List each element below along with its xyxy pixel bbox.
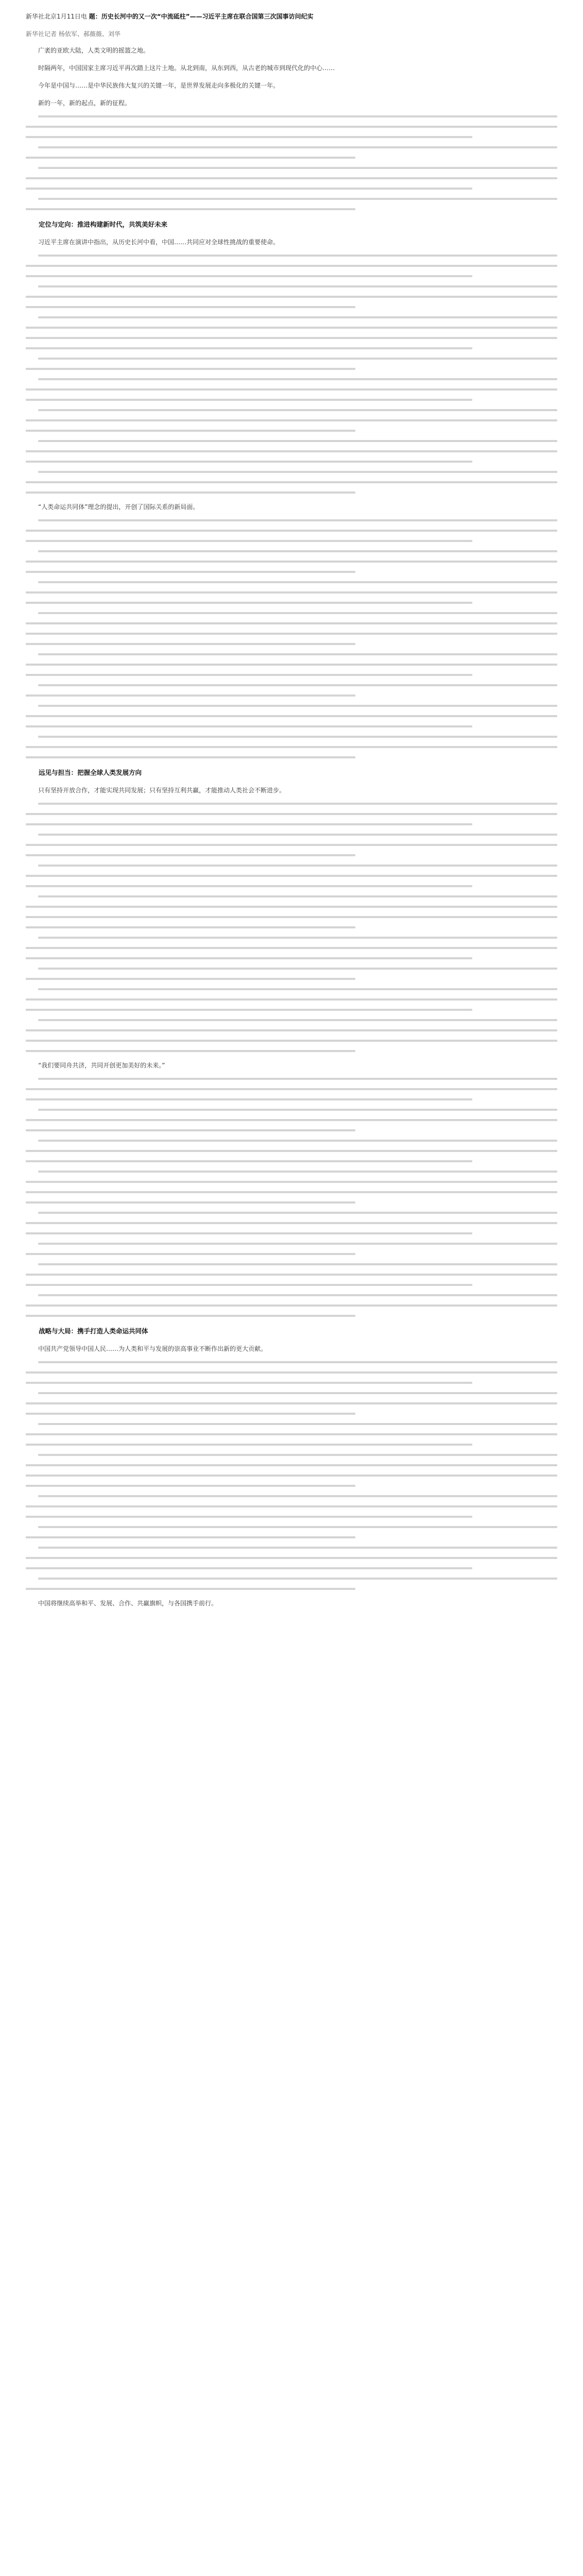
body-text-block	[26, 255, 557, 494]
text-line	[26, 327, 557, 329]
text-line	[38, 440, 557, 442]
text-line	[38, 1243, 557, 1245]
text-line	[38, 146, 557, 148]
text-line	[26, 540, 472, 542]
text-line	[26, 337, 557, 339]
text-line	[38, 895, 557, 897]
paragraph: 广袤的亚欧大陆，人类文明的摇篮之地。	[38, 47, 150, 54]
text-line	[38, 684, 557, 686]
text-line	[26, 561, 557, 563]
text-line	[26, 136, 472, 138]
text-line	[26, 1402, 557, 1404]
body-text-block	[26, 803, 557, 1052]
text-line	[26, 844, 557, 846]
text-line	[26, 368, 355, 370]
article-lead	[26, 11, 557, 22]
text-line	[38, 1109, 557, 1111]
text-line	[26, 1191, 557, 1193]
text-line	[26, 622, 557, 624]
text-line	[26, 1567, 472, 1569]
text-line	[26, 1040, 557, 1042]
text-line	[26, 813, 557, 815]
text-line	[26, 926, 355, 928]
text-line	[26, 492, 355, 494]
text-line	[26, 1129, 355, 1131]
text-line	[26, 1315, 355, 1317]
text-line	[26, 1181, 557, 1183]
text-line	[38, 1578, 557, 1580]
text-line	[26, 1253, 355, 1255]
text-line	[26, 1505, 557, 1507]
text-line	[26, 875, 557, 877]
text-line	[38, 1423, 557, 1425]
text-line	[26, 1557, 557, 1559]
text-line	[26, 1274, 557, 1276]
text-line	[38, 1454, 557, 1456]
text-line	[26, 481, 557, 483]
text-line	[26, 1516, 472, 1518]
text-line	[38, 285, 557, 287]
text-line	[38, 1392, 557, 1394]
text-line	[26, 296, 557, 298]
paragraph: 习近平主席在演讲中指出，从历史长河中看，中国……共同应对全球性挑战的重要使命。	[38, 239, 280, 246]
text-line	[38, 612, 557, 614]
text-line	[38, 865, 557, 867]
text-line	[26, 1029, 557, 1031]
text-line	[26, 450, 557, 452]
text-line	[26, 1304, 557, 1307]
text-line	[26, 1536, 355, 1538]
text-line	[38, 705, 557, 707]
text-line	[26, 1475, 557, 1477]
text-line	[26, 265, 557, 267]
text-line	[26, 674, 472, 676]
text-line	[26, 126, 557, 128]
section-heading: 远见与担当：把握全球人类发展方向	[39, 769, 142, 776]
section-heading: 战略与大局：携手打造人类命运共同体	[39, 1327, 148, 1335]
text-line	[26, 177, 557, 179]
text-line	[26, 906, 557, 908]
text-line	[26, 1485, 355, 1487]
paragraph: 中国共产党领导中国人民……为人类和平与发展的崇高事业不断作出新的更大贡献。	[38, 1345, 267, 1352]
text-line	[26, 916, 557, 918]
text-line	[38, 198, 557, 200]
text-line	[26, 854, 355, 856]
text-line	[38, 1140, 557, 1142]
text-line	[26, 306, 355, 308]
text-line	[26, 978, 355, 980]
text-line	[26, 947, 557, 949]
text-line	[26, 998, 557, 1001]
text-line	[38, 1263, 557, 1265]
text-line	[26, 664, 557, 666]
text-line	[38, 1526, 557, 1528]
text-line	[38, 167, 557, 169]
text-line	[38, 550, 557, 552]
text-line	[26, 1201, 355, 1204]
section-heading: 定位与定向：推进构建新时代，共筑美好未来	[39, 221, 168, 228]
paragraph: 时隔两年，中国国家主席习近平再次踏上这片土地。从北到南，从东到西，从古老的城市到现代化的中心……	[38, 64, 335, 72]
text-line	[26, 602, 472, 604]
text-line	[38, 316, 557, 318]
paragraph: 只有坚持开放合作，才能实现共同发展；只有坚持互利共赢，才能推动人类社会不断进步。	[38, 787, 286, 794]
text-line	[26, 419, 557, 421]
text-line	[38, 358, 557, 360]
text-line	[26, 157, 355, 159]
text-line	[38, 519, 557, 521]
text-line	[26, 1588, 355, 1590]
text-line	[26, 461, 472, 463]
text-line	[38, 1171, 557, 1173]
text-line	[26, 530, 557, 532]
text-line	[26, 188, 472, 190]
body-text-block	[26, 1361, 557, 1590]
text-line	[26, 756, 355, 758]
text-line	[38, 736, 557, 738]
headline: 题：历史长河中的又一次“中流砥柱”——习近平主席在联合国第三次国事访问纪实	[89, 13, 314, 20]
text-line	[26, 1232, 472, 1234]
text-line	[26, 399, 472, 401]
text-line	[38, 1078, 557, 1080]
text-line	[26, 208, 355, 210]
text-line	[26, 1444, 472, 1446]
paragraph: “人类命运共同体”理念的提出，开创了国际关系的新局面。	[38, 503, 199, 511]
byline: 新华社记者 杨依军、郝薇薇、刘华	[26, 30, 121, 38]
paragraph: “我们要同舟共济，共同开创更加美好的未来。”	[38, 1062, 165, 1069]
text-line	[26, 1009, 472, 1011]
text-line	[26, 633, 557, 635]
text-line	[38, 937, 557, 939]
text-line	[38, 115, 557, 117]
text-line	[38, 581, 557, 583]
text-line	[26, 957, 472, 959]
text-line	[26, 1098, 472, 1100]
text-line	[26, 1413, 355, 1415]
text-line	[38, 378, 557, 380]
text-line	[26, 1119, 557, 1121]
text-line	[26, 430, 355, 432]
text-line	[38, 409, 557, 411]
text-line	[38, 1495, 557, 1497]
text-line	[26, 1222, 557, 1224]
text-line	[26, 725, 472, 727]
text-line	[26, 275, 472, 277]
text-line	[26, 1371, 557, 1374]
text-line	[38, 255, 557, 257]
text-line	[26, 591, 557, 594]
text-line	[26, 885, 472, 887]
article	[26, 0, 557, 1608]
text-line	[26, 643, 355, 645]
text-line	[26, 1433, 557, 1435]
body-text-block	[26, 1078, 557, 1317]
text-line	[38, 803, 557, 805]
text-line	[38, 1019, 557, 1021]
text-line	[26, 347, 472, 349]
text-line	[26, 1464, 557, 1466]
text-line	[26, 823, 472, 825]
text-line	[38, 1294, 557, 1296]
text-line	[38, 1547, 557, 1549]
body-text-block	[26, 115, 557, 210]
text-line	[38, 968, 557, 970]
text-line	[38, 471, 557, 473]
text-line	[26, 571, 355, 573]
paragraph: 今年是中国与……是中华民族伟大复兴的关键一年，是世界发展走向多极化的关键一年。	[38, 82, 280, 89]
text-line	[26, 715, 557, 717]
text-line	[38, 988, 557, 990]
text-line	[26, 1284, 472, 1286]
text-line	[26, 1088, 557, 1090]
text-line	[38, 653, 557, 655]
text-line	[26, 1382, 472, 1384]
text-line	[38, 1212, 557, 1214]
dateline: 新华社北京1月11日电	[26, 13, 87, 20]
text-line	[26, 388, 557, 391]
text-line	[26, 694, 355, 697]
paragraph: 中国将继续高举和平、发展、合作、共赢旗帜，与各国携手前行。	[38, 1600, 218, 1607]
text-line	[26, 746, 557, 748]
text-line	[38, 834, 557, 836]
paragraph: 新的一年，新的起点，新的征程。	[38, 99, 131, 107]
text-line	[38, 1361, 557, 1363]
body-text-block	[26, 519, 557, 758]
text-line	[26, 1050, 355, 1052]
text-line	[26, 1160, 472, 1162]
text-line	[26, 1150, 557, 1152]
